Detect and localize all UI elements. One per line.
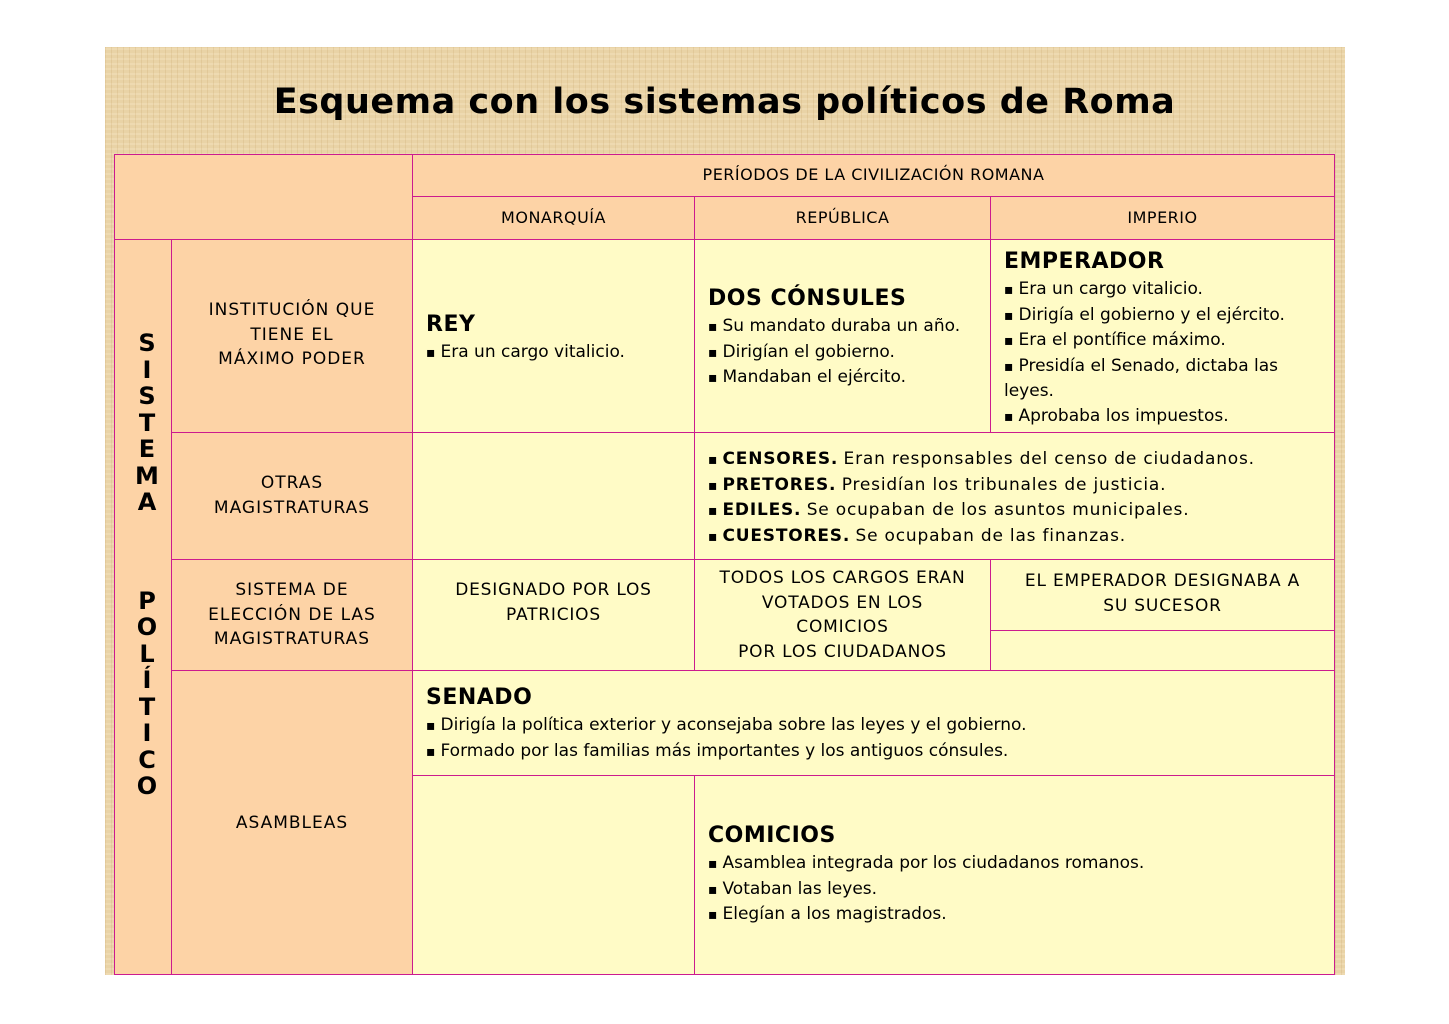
vertical-letter: O	[136, 613, 158, 641]
institucion-imperio	[990, 239, 1335, 433]
vertical-letter: E	[138, 435, 156, 463]
eleccion-monarquia	[412, 559, 695, 671]
text-line: EL EMPERADOR DESIGNABA A	[1024, 571, 1301, 591]
vertical-letter: Í	[142, 666, 152, 694]
eleccion-republica	[694, 559, 991, 671]
list-item: ▪ Votaban las leyes.	[708, 877, 1334, 903]
vertical-gap	[130, 516, 164, 588]
label-line: OTRAS	[260, 473, 324, 493]
list-item: ▪ Aprobaba los impuestos.	[1004, 404, 1334, 430]
vertical-letter: I	[142, 719, 152, 747]
text-line: PATRICIOS	[506, 604, 601, 625]
mag-name: PRETORES.	[722, 474, 837, 495]
list-item	[708, 498, 1334, 524]
vertical-letter: C	[138, 745, 156, 774]
magistraturas-list	[708, 447, 1334, 549]
label-line: MAGISTRATURAS	[213, 497, 371, 518]
list-item	[708, 473, 1334, 499]
mag-name: EDILES.	[722, 500, 802, 520]
mag-name: CUESTORES.	[722, 525, 851, 546]
row-label-asambleas	[171, 670, 413, 975]
emperador-list	[1004, 277, 1334, 379]
label-line: INSTITUCIÓN QUE	[208, 300, 376, 320]
list-item	[708, 524, 1334, 550]
list-item: ▪ Dirigía el gobierno y el ejército.	[1004, 303, 1334, 329]
vertical-letter: T	[138, 692, 156, 721]
text-line: COMICIOS	[796, 617, 889, 637]
mag-name: CENSORES.	[722, 449, 839, 469]
vertical-letter: M	[135, 461, 159, 490]
label-line: ASAMBLEAS	[235, 813, 349, 833]
header-empty-corner	[114, 154, 413, 240]
vertical-letter: L	[139, 639, 155, 668]
label-line: ELECCIÓN DE LAS	[208, 604, 376, 625]
mag-desc: Se ocupaban de los asuntos municipales.	[806, 500, 1190, 520]
list-item: ▪ Era el pontífice máximo.	[1004, 328, 1334, 354]
text-line: SU SUCESOR	[1103, 595, 1222, 616]
vertical-letter: A	[137, 488, 157, 516]
rey-title: REY	[426, 312, 476, 337]
header-periods-text: PERÍODOS DE LA CIVILIZACIÓN ROMANA	[702, 165, 1045, 185]
list-item: ▪ Formado por las familias más importantes y los antiguos cónsules.	[426, 739, 1334, 765]
emperador-list-end	[1004, 404, 1334, 430]
row-label-institucion	[171, 239, 413, 433]
eleccion-imperio	[990, 559, 1335, 631]
header-imperio	[990, 196, 1335, 240]
comicios-title: COMICIOS	[708, 823, 836, 848]
header-imperio-text: IMPERIO	[1127, 207, 1198, 227]
text-line: VOTADOS EN LOS	[761, 592, 924, 613]
asambleas-comicios	[694, 775, 1335, 975]
vertical-letter: S	[138, 329, 156, 357]
list-item: ▪ Presidía el Senado, dictaba las	[1004, 354, 1334, 380]
list-item: ▪ Elegían a los magistrados.	[708, 902, 1334, 928]
comicios-list	[708, 851, 1334, 928]
vertical-letter: S	[138, 382, 156, 410]
text-line: TODOS LOS CARGOS ERAN	[719, 568, 966, 588]
mag-desc: Eran responsables del censo de ciudadanos.	[843, 449, 1255, 469]
magistraturas-monarquia	[412, 432, 695, 560]
consules-title: DOS CÓNSULES	[708, 286, 907, 311]
asambleas-senado	[412, 670, 1335, 776]
institucion-republica	[694, 239, 991, 433]
list-item: ▪ Asamblea integrada por los ciudadanos romanos.	[708, 851, 1334, 877]
row-label-magistraturas	[171, 432, 413, 560]
row-label-eleccion	[171, 559, 413, 671]
mag-desc: Se ocupaban de las finanzas.	[855, 525, 1127, 546]
emperador-title: EMPERADOR	[1004, 249, 1165, 274]
header-republica	[694, 196, 991, 240]
list-item-continuation: leyes.	[1004, 381, 1054, 401]
header-monarquia	[412, 196, 695, 240]
list-item: ▪ Dirigía la política exterior y aconsejaba sobre las leyes y el gobierno.	[426, 713, 1334, 739]
label-line: MÁXIMO PODER	[218, 349, 366, 369]
vertical-letter: O	[136, 772, 158, 800]
vertical-label	[130, 330, 164, 800]
label-line: MAGISTRATURAS	[213, 629, 371, 649]
list-item: ▪ Era un cargo vitalicio.	[1004, 277, 1334, 303]
text-line: DESIGNADO POR LOS	[455, 580, 652, 600]
list-item: ▪ Su mandato duraba un año.	[708, 314, 990, 340]
mag-desc: Presidían los tribunales de justicia.	[841, 474, 1167, 495]
rey-list	[426, 340, 694, 366]
vertical-letter: I	[142, 355, 152, 384]
label-line: SISTEMA DE	[235, 580, 349, 600]
vertical-letter: T	[138, 408, 156, 437]
list-item	[708, 447, 1334, 473]
list-item: ▪ Dirigían el gobierno.	[708, 340, 990, 366]
senado-title: SENADO	[426, 685, 533, 710]
senado-list	[426, 713, 1334, 764]
eleccion-imperio-empty	[990, 630, 1335, 671]
text-line: POR LOS CIUDADANOS	[738, 641, 947, 662]
vertical-letter: P	[138, 586, 156, 615]
list-item: ▪ Era un cargo vitalicio.	[426, 340, 694, 366]
page-title: Esquema con los sistemas políticos de Roma	[273, 82, 1176, 122]
magistraturas-republica-imperio	[694, 432, 1335, 560]
header-republica-text: REPÚBLICA	[795, 207, 890, 227]
asambleas-monarquia-empty	[412, 775, 695, 975]
label-line: TIENE EL	[250, 324, 334, 345]
header-monarquia-text: MONARQUÍA	[501, 207, 606, 227]
header-periods	[412, 154, 1335, 197]
consules-list	[708, 314, 990, 391]
list-item: ▪ Mandaban el ejército.	[708, 365, 990, 391]
institucion-monarquia	[412, 239, 695, 433]
